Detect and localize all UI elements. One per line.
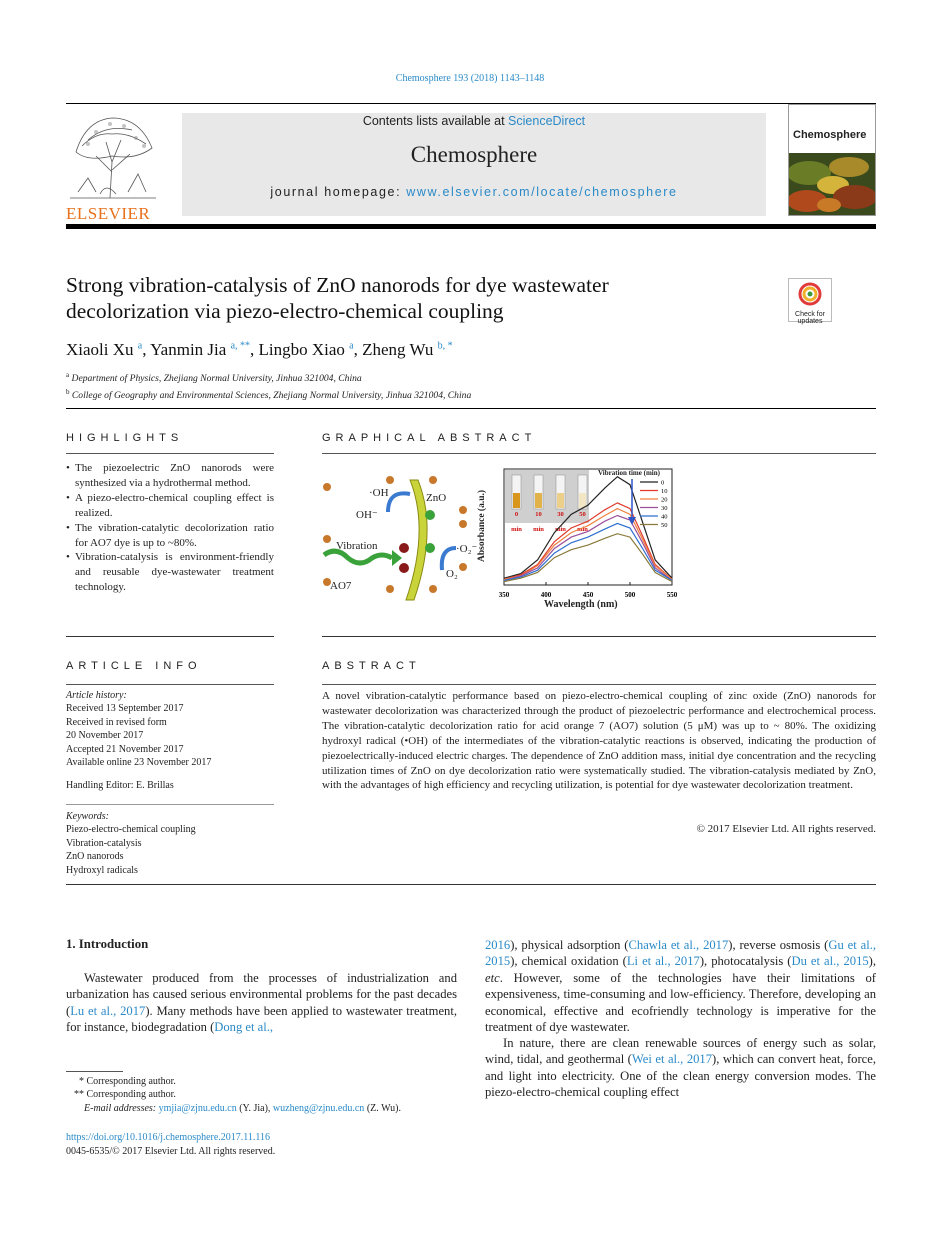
publisher-name: ELSEVIER <box>66 204 151 223</box>
journal-banner <box>182 113 766 216</box>
title-line-1: Strong vibration-catalysis of ZnO nanorods for dye wastewater <box>66 273 609 297</box>
citation-link[interactable]: Chawla et al., 2017 <box>628 938 729 952</box>
email-link[interactable]: wuzheng@zjnu.edu.cn <box>272 1102 365 1114</box>
citation-link[interactable]: Dong et al., <box>214 1020 274 1035</box>
title-line-2: decolorization via piezo-electro-chemical coupling <box>66 299 504 323</box>
vibration-label: Vibration <box>336 540 378 552</box>
citation-link[interactable]: Du et al., 2015 <box>791 954 869 969</box>
cover-title: Chemosphere <box>793 129 867 141</box>
keywords <box>66 810 274 877</box>
list-item: • A piezo-electro-chemical coupling effect is realized. <box>66 491 274 521</box>
o2-label: O₂ <box>446 568 458 580</box>
author-name: Yanmin Jia <box>150 340 227 359</box>
email-label: E-mail addresses: <box>84 1102 159 1114</box>
divider <box>66 636 274 637</box>
issn-line: 0045-6535/© 2017 Elsevier Ltd. All rights reserved. <box>66 1146 276 1157</box>
list-item: • The vibration-catalytic decolorization ratio for AO7 dye is up to ~80%. <box>66 521 274 551</box>
legend-label: 50 <box>661 522 668 529</box>
author-affiliation[interactable]: a <box>137 340 143 352</box>
header-top-rule <box>66 103 876 104</box>
list-item: • Vibration-catalysis is environment-friendly and reusable dye-wastewater treatment technology. <box>66 550 274 595</box>
highlights-list <box>66 461 274 595</box>
citation-link[interactable]: Lu et al., 2017 <box>70 1003 146 1018</box>
article-history-label: Article history: <box>66 690 127 701</box>
journal-reference[interactable]: Chemosphere 193 (2018) 1143–1148 <box>395 73 545 84</box>
history-line: 20 November 2017 <box>66 730 144 742</box>
keyword: Hydroxyl radicals <box>66 864 138 876</box>
article-title <box>66 272 766 324</box>
history-line: Accepted 21 November 2017 <box>66 743 184 755</box>
graphical-abstract-heading: GRAPHICAL ABSTRACT <box>322 432 537 444</box>
journal-name: Chemosphere <box>410 142 538 167</box>
corresponding-author-note: Corresponding author. <box>86 1076 176 1087</box>
intro-paragraph-continued: 2016), physical adsorption (Chawla et al., 2017), reverse osmosis (Gu et al., 2015), chemical oxidation (Li et al., 2017), photocatalysis (Du et al., 2015), etc. However, some of the technologies have their limitations of expensiveness, time-consuming and low-efficiency. Therefore, developing an economical, effective and ecofriendly technology is imperative for the treatment of dye wastewater. <box>485 938 877 1035</box>
footnote-rule <box>66 1071 123 1072</box>
history-line: Received 13 September 2017 <box>66 703 184 715</box>
author-affiliation[interactable]: a <box>349 340 354 352</box>
legend-label: 30 <box>661 505 668 512</box>
keyword: ZnO nanorods <box>66 851 124 863</box>
elsevier-logo <box>66 112 160 223</box>
journal-homepage-link[interactable]: www.elsevier.com/locate/chemosphere <box>406 185 678 199</box>
vial-liquid <box>579 493 586 508</box>
citation-link[interactable]: Li et al., 2017 <box>626 954 700 969</box>
vial-liquid <box>557 493 564 508</box>
list-item: • The piezoelectric ZnO nanorods were synthesized via a hydrothermal method. <box>66 461 274 491</box>
history-line: Received in revised form <box>66 716 167 728</box>
divider <box>322 453 876 454</box>
citation-link[interactable]: Wei et al., 2017 <box>631 1052 713 1067</box>
x-tick-label: 450 <box>582 591 594 599</box>
email-link[interactable]: ymjia@zjnu.edu.cn <box>158 1102 237 1114</box>
abstract-text: A novel vibration-catalytic performance based on piezo-electro-chemical coupling of zinc oxide (ZnO) nanorods for wastewater decolorization was characterized through the product of piezoelectric performance and electrochemical process. The vibration-catalytic decolorization ratio for acid orange 7 (AO7) solution (5 μM) was up to ~ 80%. The oxidizing hydroxyl radical (•OH) of the intermediates of the vibration-catalytic reactions is observed, indicating the production of piezoelectrically-induced electric charges. The dependence of ZnO addition mass, initial dye concentration and the recycling utilization times of ZnO on dye decolorization ratio were systematically studied. The vibration-catalysis mediated by ZnO, with the advantages of high efficiency and recycling utilization, is potential for dye wastewater decolorization treatment. <box>322 690 876 792</box>
divider <box>66 884 876 885</box>
sciencedirect-link[interactable]: ScienceDirect <box>508 114 586 128</box>
keyword: Vibration-catalysis <box>66 837 142 849</box>
x-tick-label: 400 <box>540 591 552 599</box>
x-tick-label: 550 <box>666 591 678 599</box>
check-for-updates-badge[interactable] <box>788 278 832 325</box>
author-affiliation[interactable]: a, ** <box>230 340 251 352</box>
absorbance-chart-svg <box>480 465 680 615</box>
divider <box>66 684 274 685</box>
ao7-label: AO7 <box>330 580 352 592</box>
vial-unit-label: min <box>533 526 544 533</box>
vial-unit-label: min <box>555 526 566 533</box>
x-tick-label: 350 <box>498 591 510 599</box>
copyright-notice: © 2017 Elsevier Ltd. All rights reserved. <box>696 823 876 835</box>
article-info-heading: ARTICLE INFO <box>66 660 202 672</box>
handling-editor: Handling Editor: E. Brillas <box>66 780 174 791</box>
vial-time-label: 50 <box>579 511 586 518</box>
intro-paragraph: Wastewater produced from the processes of industrialization and urbanization has caused serious environmental problems for the past decades (Lu et al., 2017). Many methods have been applied to wastewater treatment, for instance, biodegradation (Dong et al., <box>66 971 457 1035</box>
vial-time-label: 10 <box>535 511 542 518</box>
chart-y-axis-label: Absorbance (a.u.) <box>477 489 488 563</box>
header-thick-rule <box>66 224 876 229</box>
history-line: Available online 23 November 2017 <box>66 757 212 769</box>
abstract-heading: ABSTRACT <box>322 660 421 672</box>
highlights-heading: HIGHLIGHTS <box>66 432 184 444</box>
intro-paragraph-2: In nature, there are clean renewable sources of energy such as solar, wind, tidal, and geothermal (Wei et al., 2017), which can convert heat, force, and light into electricity. One of the clean energy conversion modes. The piezo-electro-chemical coupling effect <box>485 1036 876 1100</box>
zno-label: ZnO <box>426 492 447 504</box>
corresponding-author-note: Corresponding author. <box>86 1089 176 1101</box>
footnotes: * Corresponding author. ** Corresponding author. E-mail addresses: ymjia@zjnu.edu.cn (Y. Jia), wuzheng@zjnu.edu.cn (Z. Wu). <box>74 1076 401 1114</box>
divider <box>322 636 876 637</box>
chart-x-axis-label: Wavelength (nm) <box>544 599 618 610</box>
legend-label: 0 <box>661 479 665 487</box>
author-list: Xiaoli Xu $^a$, Yanmin Jia $^{a, **}$, Lingbo Xiao $^a$, Zheng Wu $^{b, *}$ <box>66 340 453 359</box>
vial-liquid <box>535 493 542 508</box>
author-affiliation[interactable]: b, * <box>437 340 453 352</box>
oh-radical-label: ·OH <box>369 487 389 499</box>
author-name: Xiaoli Xu <box>66 340 134 359</box>
divider <box>66 408 876 409</box>
citation-link[interactable]: Gu et al., 2015 <box>485 938 876 969</box>
oh-minus-label: OH⁻ <box>356 509 378 521</box>
cover-leaves-image <box>789 153 875 215</box>
o2-radical-label: ·O₂⁻ <box>456 543 478 555</box>
author-name: Zheng Wu <box>362 340 434 359</box>
divider <box>66 453 274 454</box>
x-tick-label: 500 <box>624 591 636 599</box>
chart-legend-title: Vibration time (min) <box>598 469 660 477</box>
author-name: Lingbo Xiao <box>258 340 345 359</box>
legend-label: 40 <box>661 513 668 521</box>
check-updates-icon <box>798 282 822 306</box>
contents-prefix: Contents lists available at <box>362 114 509 128</box>
graphical-abstract-schematic <box>322 470 492 610</box>
vial-unit-label: min <box>577 526 588 533</box>
doi-link[interactable]: https://doi.org/10.1016/j.chemosphere.2017.11.116 <box>66 1132 271 1143</box>
article-history <box>66 689 274 769</box>
affiliation-b: College of Geography and Environmental Sciences, Zhejiang Normal University, Jinhua 321004, China <box>71 389 472 401</box>
affiliation-a: Department of Physics, Zhejiang Normal University, Jinhua 321004, China <box>71 373 362 385</box>
divider <box>322 684 876 685</box>
homepage-prefix: journal homepage: <box>270 185 407 199</box>
journal-cover <box>788 104 876 216</box>
legend-label: 20 <box>661 496 668 504</box>
introduction-heading: 1. Introduction <box>66 937 149 951</box>
citation-link[interactable]: 2016 <box>485 938 511 952</box>
vial-time-label: 30 <box>557 511 564 518</box>
affiliations: $^a$ Department of Physics, Zhejiang Normal University, Jinhua 321004, China $^b$ College of Geography and Environmental Sciences, Zhejiang Normal University, Jinhua 321004, China <box>66 371 472 401</box>
legend-label: 10 <box>661 488 668 495</box>
vial-time-label: 0 <box>514 511 519 518</box>
keyword: Piezo-electro-chemical coupling <box>66 824 196 836</box>
check-updates-label: Check for updates <box>795 311 825 325</box>
vial-liquid <box>513 493 520 508</box>
vial-unit-label: min <box>511 526 522 533</box>
absorbance-chart <box>477 465 680 615</box>
divider <box>66 804 274 805</box>
keywords-label: Keywords: <box>66 811 109 822</box>
elsevier-tree-icon <box>66 112 160 200</box>
